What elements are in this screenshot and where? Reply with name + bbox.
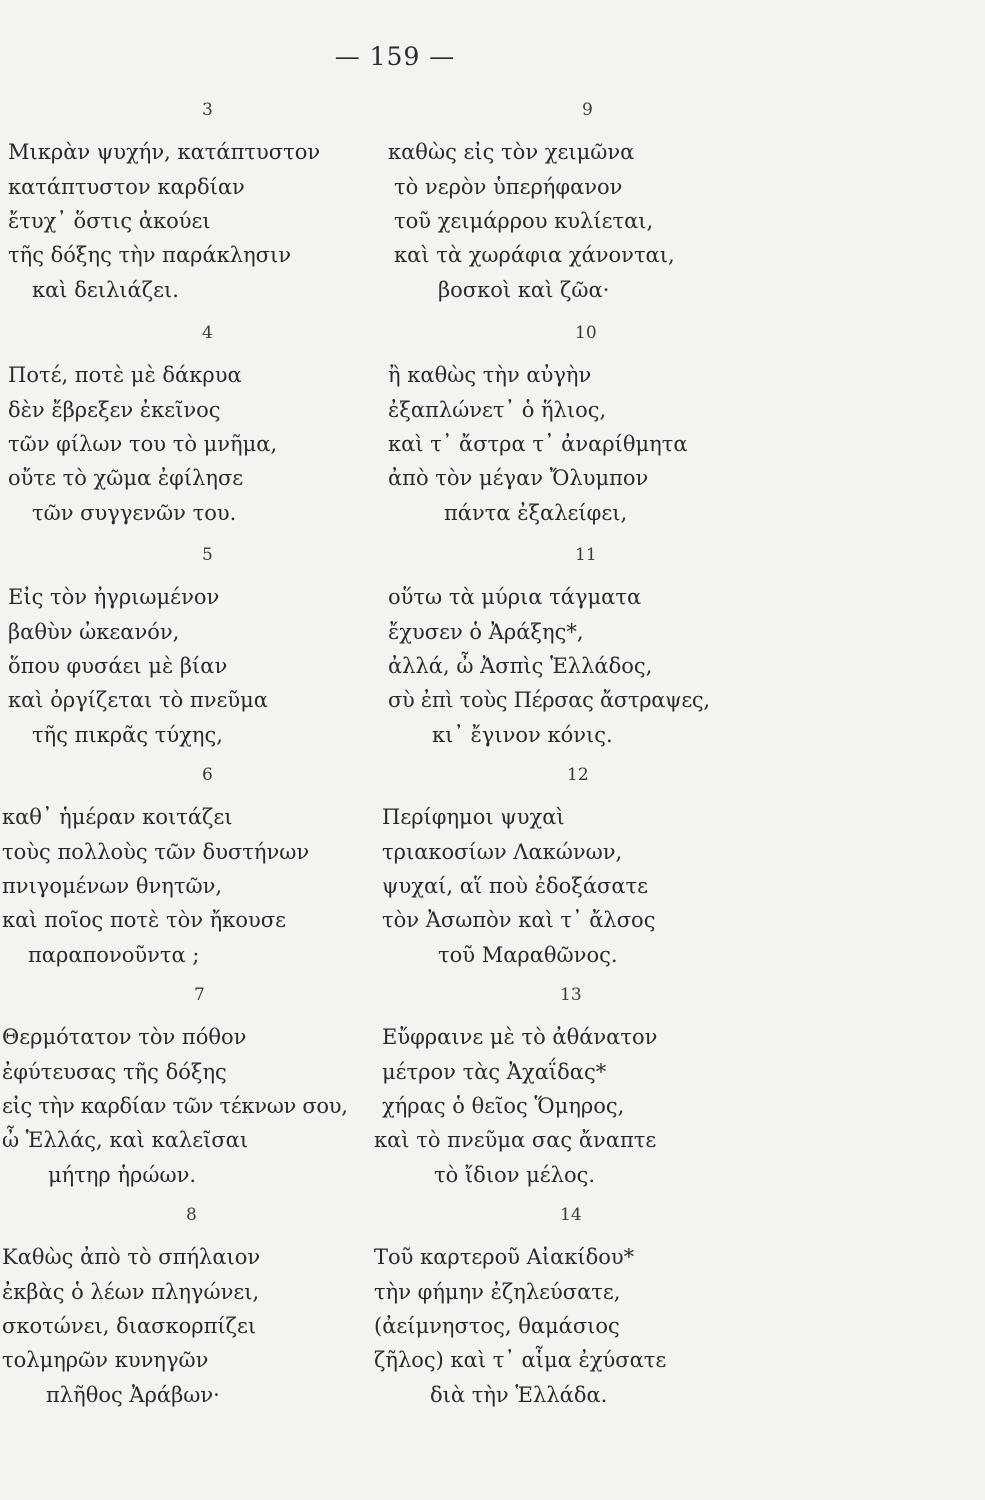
poem-line: καὶ τὸ πνεῦμα σας ἄναπτε	[374, 1128, 657, 1152]
stanza-number: 11	[575, 545, 597, 565]
poem-line: (ἀείμνηστος, θαμάσιος	[374, 1314, 620, 1338]
poem-line: πλῆθος Ἀράβων·	[46, 1383, 220, 1407]
poem-line: κατάπτυστον καρδίαν	[8, 175, 245, 199]
poem-line: τοῦ Μαραθῶνος.	[438, 943, 618, 967]
poem-line: ὅπου φυσάει μὲ βίαν	[8, 654, 228, 678]
poem-line: χήρας ὁ θεῖος Ὅμηρος,	[382, 1094, 625, 1118]
stanza-number: 8	[186, 1205, 197, 1225]
poem-line: οὔτε τὸ χῶμα ἐφίλησε	[8, 466, 244, 490]
poem-line: εἰς τὴν καρδίαν τῶν τέκνων σου,	[2, 1094, 348, 1118]
poem-line: δὲν ἔβρεξεν ἐκεῖνος	[8, 398, 221, 422]
poem-line: τῆς δόξης τὴν παράκλησιν	[8, 243, 292, 267]
poem-line: Μικρὰν ψυχήν, κατάπτυστον	[8, 140, 321, 164]
poem-line: ἐκβὰς ὁ λέων πληγώνει,	[2, 1280, 260, 1304]
poem-line: βοσκοὶ καὶ ζῶα·	[438, 278, 610, 302]
poem-line: μέτρον τὰς Ἀχαΐδας*	[382, 1060, 607, 1084]
stanza-number: 9	[582, 100, 593, 120]
poem-line: τοῦ χειμάρρου κυλίεται,	[394, 209, 654, 233]
poem-line: κι᾽ ἔγινον κόνις.	[432, 723, 613, 747]
poem-line: καὶ ποῖος ποτὲ τὸν ἤκουσε	[2, 908, 287, 932]
poem-line: ἐξαπλώνετ᾽ ὁ ἥλιος,	[388, 398, 607, 422]
poem-line: ἔτυχ᾽ ὅστις ἀκούει	[8, 209, 211, 233]
poem-line: σκοτώνει, διασκορπίζει	[2, 1314, 257, 1338]
poem-line: ζῆλος) καὶ τ᾽ αἷμα ἐχύσατε	[374, 1348, 667, 1372]
poem-line: διὰ τὴν Ἑλλάδα.	[430, 1383, 608, 1407]
stanza-number: 10	[575, 323, 597, 343]
poem-line: Ποτέ, ποτὲ μὲ δάκρυα	[8, 363, 242, 387]
poem-line: καὶ τ᾽ ἄστρα τ᾽ ἀναρίθμητα	[388, 432, 688, 456]
stanza-number: 13	[560, 985, 582, 1005]
poem-line: τὸ νερὸν ὑπερήφανον	[394, 175, 623, 199]
poem-line: καὶ δειλιάζει.	[32, 278, 179, 302]
poem-line: τῶν συγγενῶν του.	[32, 501, 237, 525]
poem-line: πάντα ἐξαλείφει,	[444, 501, 628, 525]
poem-line: ἢ καθὼς τὴν αὐγὴν	[388, 363, 592, 387]
poem-line: Εἰς τὸν ἠγριωμένον	[8, 585, 220, 609]
poem-line: ψυχαί, αἵ ποὺ ἐδοξάσατε	[382, 874, 649, 898]
poem-line: καθ᾽ ἡμέραν κοιτάζει	[2, 805, 233, 829]
poem-line: μήτηρ ἡρώων.	[48, 1163, 197, 1187]
stanza-number: 6	[202, 765, 213, 785]
poem-line: τριακοσίων Λακώνων,	[382, 840, 623, 864]
poem-line: καθὼς εἰς τὸν χειμῶνα	[388, 140, 635, 164]
stanza-number: 3	[202, 100, 213, 120]
poem-line: καὶ ὀργίζεται τὸ πνεῦμα	[8, 688, 268, 712]
poem-line: σὺ ἐπὶ τοὺς Πέρσας ἄστραψες,	[388, 688, 710, 712]
stanza-number: 14	[560, 1205, 582, 1225]
poem-line: καὶ τὰ χωράφια χάνονται,	[394, 243, 675, 267]
poem-line: Καθὼς ἀπὸ τὸ σπήλαιον	[2, 1245, 261, 1269]
poem-line: παραπονοῦντα ;	[28, 943, 200, 967]
poem-line: τῆς πικρᾶς τύχης,	[32, 723, 223, 747]
poem-line: ἔχυσεν ὁ Ἀράξης*,	[388, 620, 584, 644]
poem-line: βαθὺν ὠκεανόν,	[8, 620, 180, 644]
stanza-number: 4	[202, 323, 213, 343]
poem-line: Θερμότατον τὸν πόθον	[2, 1025, 247, 1049]
stanza-number: 7	[194, 985, 205, 1005]
poem-line: πνιγομένων θνητῶν,	[2, 874, 223, 898]
poem-line: τῶν φίλων του τὸ μνῆμα,	[8, 432, 278, 456]
stanza-number: 5	[202, 545, 213, 565]
poem-line: οὕτω τὰ μύρια τάγματα	[388, 585, 642, 609]
poem-line: τὴν φήμην ἐζηλεύσατε,	[374, 1280, 621, 1304]
poem-line: τολμηρῶν κυνηγῶν	[2, 1348, 209, 1372]
poem-line: ἀλλά, ὦ Ἀσπὶς Ἑλλάδος,	[388, 654, 653, 678]
poem-line: Εὔφραινε μὲ τὸ ἀθάνατον	[382, 1025, 658, 1049]
poem-line: τὸν Ἀσωπὸν καὶ τ᾽ ἄλσος	[382, 908, 656, 932]
poem-line: Τοῦ καρτεροῦ Αἰακίδου*	[374, 1245, 635, 1269]
poem-line: τοὺς πολλοὺς τῶν δυστήνων	[2, 840, 310, 864]
stanza-number: 12	[567, 765, 589, 785]
poem-line: Περίφημοι ψυχαὶ	[382, 805, 565, 829]
poem-line: ἐφύτευσας τῆς δόξης	[2, 1060, 227, 1084]
page-number: — 159 —	[334, 42, 456, 71]
poem-line: τὸ ἴδιον μέλος.	[434, 1163, 596, 1187]
poem-line: ὦ Ἑλλάς, καὶ καλεῖσαι	[2, 1128, 249, 1152]
poem-line: ἀπὸ τὸν μέγαν Ὄλυμπον	[388, 466, 649, 490]
